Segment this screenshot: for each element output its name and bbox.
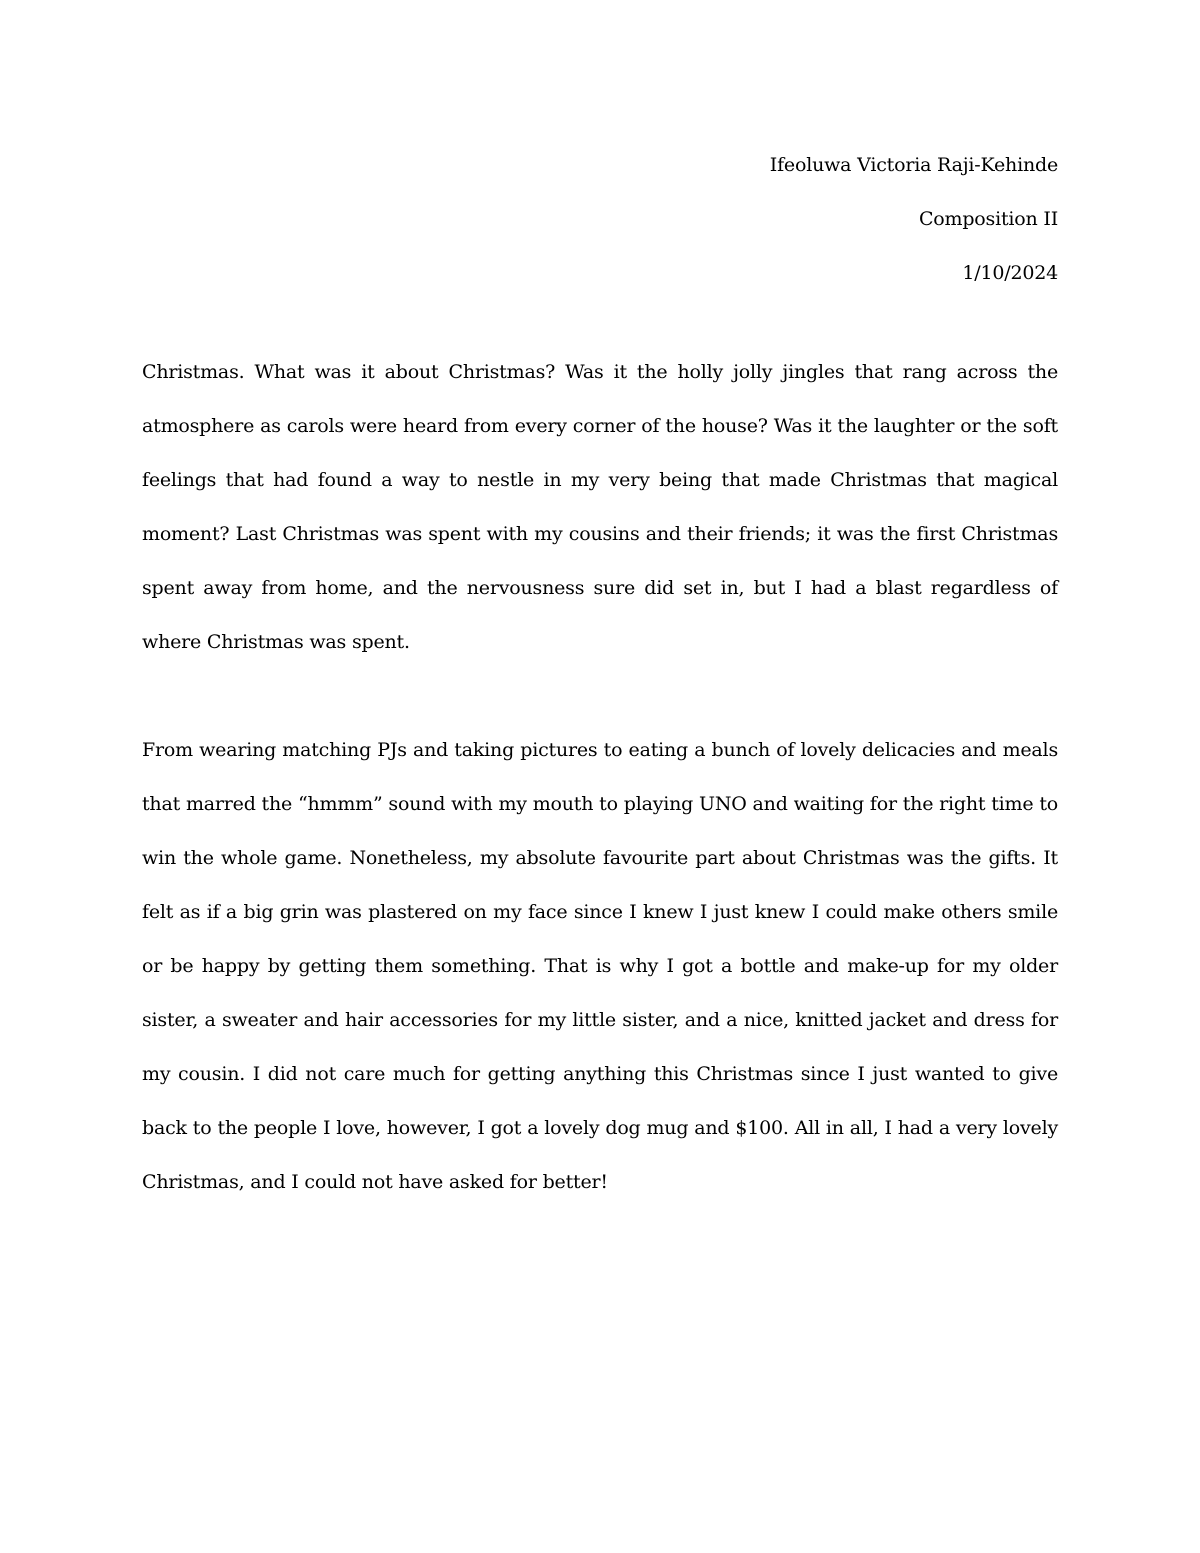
- author-name: Ifeoluwa Victoria Raji-Kehinde: [769, 154, 1058, 176]
- document-date: 1/10/2024: [962, 262, 1058, 284]
- course-name: Composition II: [918, 208, 1058, 230]
- document-header: [142, 138, 1058, 300]
- document-body: [142, 345, 1058, 1209]
- paragraph-1: Christmas. What was it about Christmas? Was it the holly jolly jingles that rang across the atmosphere as carols were heard from every corner of the house? Was it the laughter or the soft feelings that had found a way to nestle in my very being that made Christmas that magical moment? Last Christmas was spent with my cousins and their friends; it was the first Christmas spent away from home, and the nervousness sure did set in, but I had a blast regardless of where Christmas was spent.: [142, 361, 1058, 653]
- paragraph-2: From wearing matching PJs and taking pictures to eating a bunch of lovely delicacies and meals that marred the “hmmm” sound with my mouth to playing UNO and waiting for the right time to win the whole game. Nonetheless, my absolute favourite part about Christmas was the gifts. It felt as if a big grin was plastered on my face since I knew I just knew I could make others smile or be happy by getting them something. That is why I got a bottle and make-up for my older sister, a sweater and hair accessories for my little sister, and a nice, knitted jacket and dress for my cousin. I did not care much for getting anything this Christmas since I just wanted to give back to the people I love, however, I got a lovely dog mug and $100. All in all, I had a very lovely Christmas, and I could not have asked for better!: [142, 739, 1058, 1193]
